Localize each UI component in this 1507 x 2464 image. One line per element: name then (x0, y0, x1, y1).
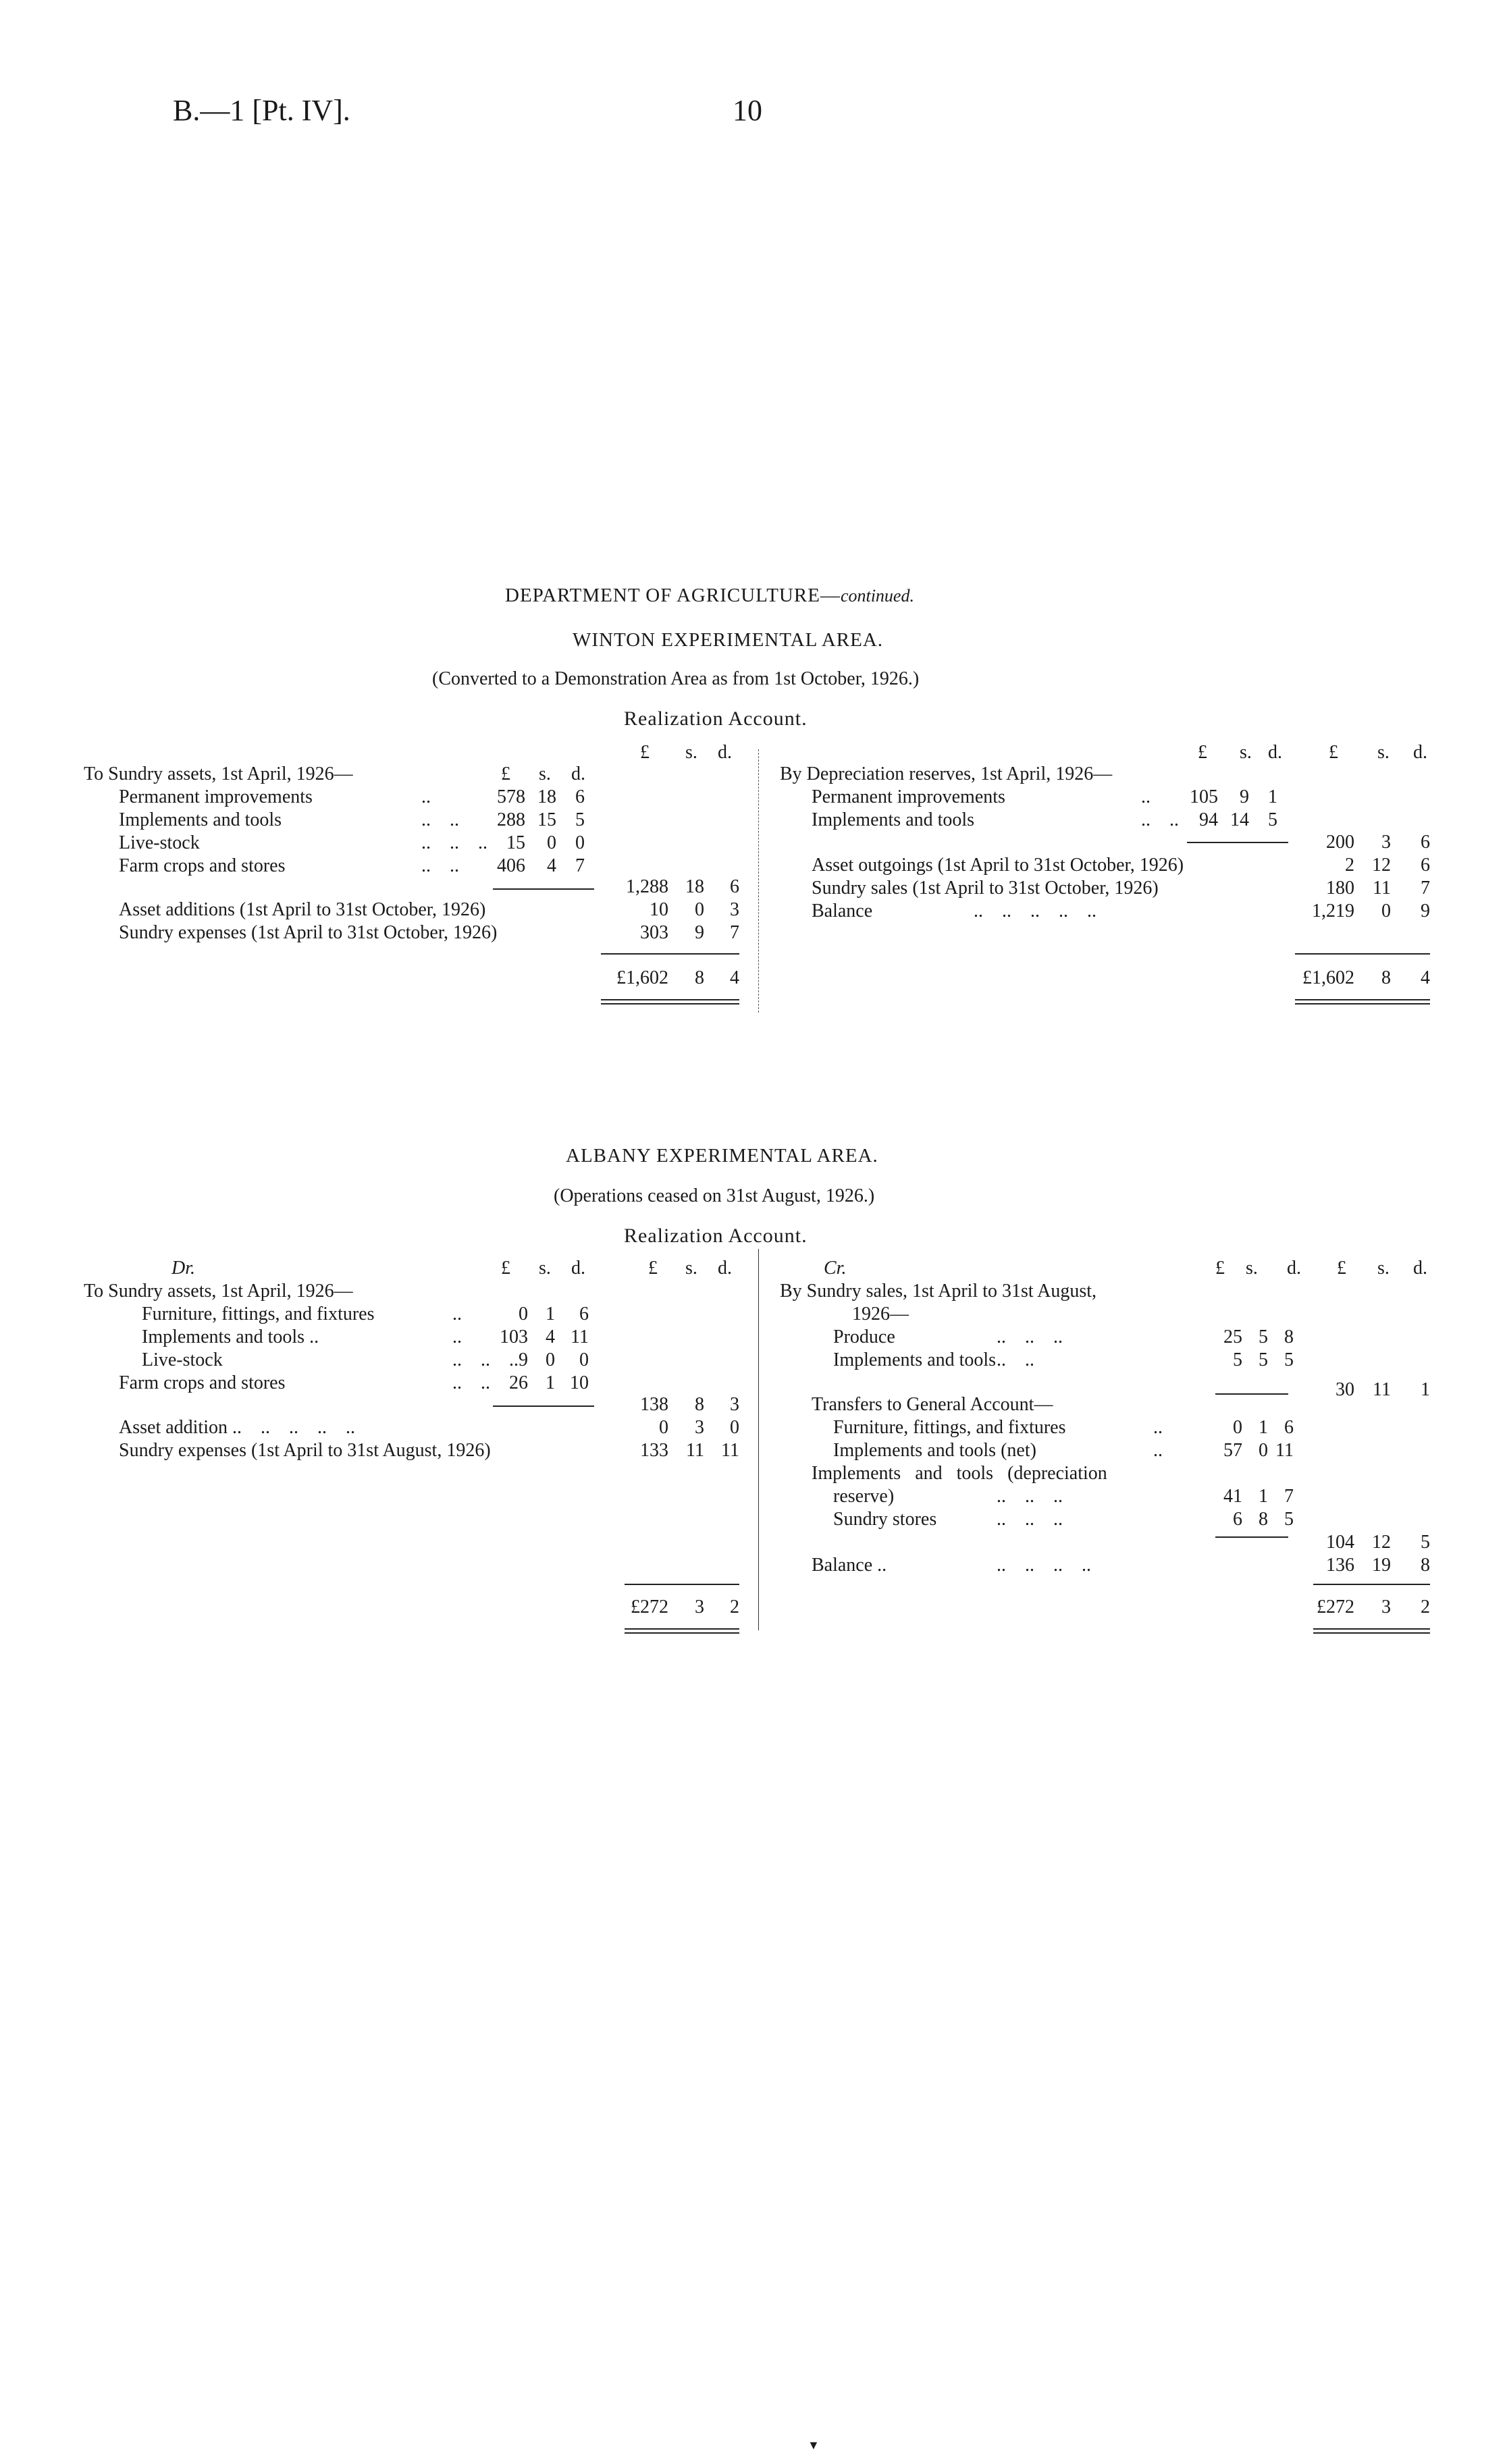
albany-dr-item-dots: .. .. (452, 1372, 490, 1393)
winton-dr-item-shillings: 15 (537, 809, 556, 830)
albany-dr-inner-pound-head: £ (501, 1258, 510, 1279)
page-number: 10 (733, 94, 762, 127)
albany-cr-transfer-pounds: 0 (1233, 1417, 1242, 1438)
winton-dr-total-shillings: 8 (695, 967, 704, 988)
albany-dr-sundry-expenses-pence: 11 (721, 1440, 739, 1461)
albany-cr-transfer-dots: .. (1153, 1417, 1163, 1438)
albany-dr-item-pence: 11 (571, 1327, 589, 1347)
albany-dr-item-label: Furniture, fittings, and fixtures (142, 1304, 375, 1324)
albany-cr-balance-pence: 8 (1421, 1555, 1430, 1576)
winton-dr-item-label: Live-stock (119, 832, 200, 853)
winton-dr-item-dots: .. .. .. (421, 832, 487, 853)
winton-cr-other-shillings: 12 (1372, 855, 1391, 876)
albany-cr-sundry-stores-pence: 5 (1284, 1509, 1294, 1530)
albany-dr-total-pounds: £272 (631, 1597, 668, 1617)
page-reference: B.—1 [Pt. IV]. (173, 94, 350, 127)
albany-cr-sale-shillings: 5 (1259, 1349, 1268, 1370)
winton-subtitle: (Converted to a Demonstration Area as from 1st October, 1926.) (432, 668, 920, 689)
albany-cr-sale-pence: 8 (1284, 1327, 1294, 1347)
albany-cr-sale-pounds: 25 (1223, 1327, 1242, 1347)
albany-cr-inner-s-head: s. (1246, 1258, 1258, 1279)
winton-dr-item-pounds: 406 (497, 855, 525, 876)
winton-dr-subtotal-rule (493, 888, 594, 890)
winton-cr-other-label: Sundry sales (1st April to 31st October, 1926) (812, 878, 1159, 899)
albany-cr-depreciation-shillings: 1 (1259, 1486, 1268, 1507)
albany-dr-outer-d-head: d. (718, 1258, 732, 1279)
albany-cr-transfer-label: Furniture, fittings, and fixtures (833, 1417, 1066, 1438)
winton-dr-inner-s-head: s. (539, 764, 551, 784)
albany-dr-sundry-assets: To Sundry assets, 1st April, 1926— (84, 1281, 353, 1302)
winton-dr-item-pence: 5 (575, 809, 585, 830)
albany-dr-total-double-rule (625, 1628, 739, 1634)
albany-cr-depreciation-line1: Implements and tools (depreciation (812, 1463, 1107, 1484)
albany-dr-item-dots: .. (452, 1304, 462, 1324)
albany-cr-outer-d-head: d. (1413, 1258, 1427, 1279)
albany-cr-transfer-pounds: 57 (1223, 1440, 1242, 1461)
winton-dr-inner-pound-head: £ (501, 764, 510, 784)
albany-dr-outer-pound-head: £ (648, 1258, 658, 1279)
albany-cr-depreciation-line2: reserve) (833, 1486, 895, 1507)
albany-cr-outer-s-head: s. (1377, 1258, 1390, 1279)
albany-dr-item-shillings: 1 (546, 1372, 555, 1393)
albany-cr-balance-shillings: 19 (1372, 1555, 1391, 1576)
winton-cr-total-pounds: £1,602 (1302, 967, 1354, 988)
winton-dr-inner-d-head: d. (571, 764, 585, 784)
winton-dr-outer-s-head: s. (685, 742, 697, 763)
albany-cr-sundry-stores-shillings: 8 (1259, 1509, 1268, 1530)
albany-cr-transfer-shillings: 0 (1259, 1440, 1268, 1461)
albany-cr-depreciation-dots: .. .. .. (997, 1486, 1063, 1507)
winton-dr-total-double-rule (601, 999, 739, 1005)
albany-cr-balance-dots: .. .. .. .. (997, 1555, 1091, 1576)
winton-dr-total-rule (601, 953, 739, 955)
albany-dr-item-pounds: 9 (519, 1349, 528, 1370)
winton-cr-other-label: Balance (812, 901, 873, 921)
albany-dr-item-label: Farm crops and stores (119, 1372, 286, 1393)
winton-cr-other-pence: 7 (1421, 878, 1430, 899)
winton-dr-item-pounds: 288 (497, 809, 525, 830)
albany-column-divider (758, 1249, 759, 1630)
winton-dr-item-pounds: 578 (497, 786, 525, 807)
albany-cr-transfers: Transfers to General Account— (812, 1394, 1053, 1415)
winton-dr-sundry-assets: To Sundry assets, 1st April, 1926— (84, 764, 353, 784)
albany-dr-subtotal-rule (493, 1405, 594, 1407)
winton-dr-item-shillings: 0 (547, 832, 556, 853)
winton-cr-other-pounds: 1,219 (1312, 901, 1354, 921)
albany-cr-sale-label: Produce (833, 1327, 895, 1347)
albany-dr-item-shillings: 1 (546, 1304, 555, 1324)
albany-dr-item-shillings: 0 (546, 1349, 555, 1370)
albany-cr-sales-subtotal-rule (1215, 1393, 1288, 1395)
albany-cr-total-shillings: 3 (1381, 1597, 1391, 1617)
winton-cr-subtotal-pence: 6 (1421, 832, 1430, 853)
winton-cr-item-label: Permanent improvements (812, 786, 1005, 807)
albany-dr-asset-addition: Asset addition .. .. .. .. .. (119, 1417, 355, 1438)
winton-cr-outer-pound-head: £ (1329, 742, 1338, 763)
albany-dr-subtotal-pence: 3 (730, 1394, 739, 1415)
winton-dr-item-shillings: 4 (547, 855, 556, 876)
albany-cr-transfers-subtotal-pence: 5 (1421, 1532, 1430, 1553)
winton-cr-total-pence: 4 (1421, 967, 1430, 988)
albany-cr-sale-pence: 5 (1284, 1349, 1294, 1370)
albany-cr-transfer-pence: 11 (1275, 1440, 1294, 1461)
albany-dr-item-label: Live-stock (142, 1349, 223, 1370)
albany-cr-sale-pounds: 5 (1233, 1349, 1242, 1370)
winton-cr-item-pence: 1 (1268, 786, 1277, 807)
albany-dr-outer-s-head: s. (685, 1258, 697, 1279)
albany-dr-subtotal-pounds: 138 (640, 1394, 668, 1415)
albany-dr-total-pence: 2 (730, 1597, 739, 1617)
albany-cr-sales-subtotal-pounds: 30 (1336, 1379, 1354, 1400)
albany-cr-transfer-dots: .. (1153, 1440, 1163, 1461)
albany-dr-subtotal-shillings: 8 (695, 1394, 704, 1415)
winton-cr-item-pounds: 94 (1199, 809, 1218, 830)
albany-cr-balance: Balance .. (812, 1555, 887, 1576)
winton-dr-item-pence: 6 (575, 786, 585, 807)
winton-dr-subtotal-pounds: 1,288 (626, 876, 668, 897)
winton-dr-sundry-expenses: Sundry expenses (1st April to 31st October, 1926) (119, 922, 498, 943)
albany-cr-transfer-pence: 6 (1284, 1417, 1294, 1438)
winton-dr-total-pounds: £1,602 (616, 967, 668, 988)
albany-dr-sundry-expenses-pounds: 133 (640, 1440, 668, 1461)
albany-dr-asset-addition-shillings: 3 (695, 1417, 704, 1438)
winton-title: WINTON EXPERIMENTAL AREA. (573, 629, 884, 651)
albany-dr-item-pence: 10 (570, 1372, 589, 1393)
winton-cr-inner-d-head: d. (1268, 742, 1282, 763)
albany-cr-total-double-rule (1313, 1628, 1430, 1634)
albany-cr-transfers-subtotal-shillings: 12 (1372, 1532, 1391, 1553)
albany-dr-total-shillings: 3 (695, 1597, 704, 1617)
albany-cr-side-label: Cr. (824, 1258, 847, 1279)
winton-cr-inner-s-head: s. (1240, 742, 1252, 763)
albany-cr-inner-d-head: d. (1287, 1258, 1301, 1279)
winton-cr-item-shillings: 9 (1240, 786, 1249, 807)
albany-dr-item-pounds: 0 (519, 1304, 528, 1324)
winton-cr-item-shillings: 14 (1230, 809, 1249, 830)
department-heading: DEPARTMENT OF AGRICULTURE—continued. (505, 585, 914, 606)
winton-dr-sundry-expenses-pence: 7 (730, 922, 739, 943)
albany-cr-inner-pound-head: £ (1215, 1258, 1225, 1279)
winton-cr-other-pence: 6 (1421, 855, 1430, 876)
winton-dr-item-label: Implements and tools (119, 809, 282, 830)
winton-dr-item-label: Farm crops and stores (119, 855, 286, 876)
winton-dr-item-pence: 0 (575, 832, 585, 853)
winton-cr-subtotal-pounds: 200 (1326, 832, 1354, 853)
albany-dr-item-dots: .. .. .. (452, 1349, 519, 1370)
albany-dr-item-pence: 0 (579, 1349, 589, 1370)
albany-cr-sales-subtotal-shillings: 11 (1373, 1379, 1391, 1400)
albany-dr-inner-s-head: s. (539, 1258, 551, 1279)
winton-dr-outer-pound-head: £ (640, 742, 650, 763)
winton-dr-item-shillings: 18 (537, 786, 556, 807)
albany-cr-transfers-subtotal-rule (1215, 1536, 1288, 1538)
albany-dr-item-pounds: 103 (500, 1327, 528, 1347)
albany-cr-sundry-sales: By Sundry sales, 1st April to 31st August, (780, 1281, 1097, 1302)
albany-cr-depreciation-pounds: 41 (1223, 1486, 1242, 1507)
winton-cr-outer-d-head: d. (1413, 742, 1427, 763)
albany-cr-total-rule (1313, 1584, 1430, 1585)
winton-dr-asset-additions-shillings: 0 (695, 899, 704, 920)
albany-cr-sale-dots: .. .. (997, 1349, 1034, 1370)
winton-cr-item-dots: .. .. (1141, 809, 1179, 830)
winton-dr-total-pence: 4 (730, 967, 739, 988)
albany-account-title: Realization Account. (624, 1225, 808, 1247)
winton-column-divider (758, 749, 759, 1013)
winton-dr-item-label: Permanent improvements (119, 786, 313, 807)
albany-cr-sundry-sales-year: 1926— (852, 1304, 909, 1324)
albany-cr-sundry-stores: Sundry stores (833, 1509, 937, 1530)
winton-account-title: Realization Account. (624, 707, 808, 730)
albany-dr-sundry-expenses: Sundry expenses (1st April to 31st August, 1926) (119, 1440, 491, 1461)
winton-dr-item-dots: .. .. (421, 809, 459, 830)
albany-cr-depreciation-pence: 7 (1284, 1486, 1294, 1507)
winton-cr-other-pounds: 2 (1345, 855, 1354, 876)
albany-cr-sundry-stores-dots: .. .. .. (997, 1509, 1063, 1530)
winton-dr-asset-additions-pence: 3 (730, 899, 739, 920)
albany-cr-transfer-label: Implements and tools (net) (833, 1440, 1036, 1461)
winton-cr-outer-s-head: s. (1377, 742, 1390, 763)
winton-cr-other-shillings: 0 (1381, 901, 1391, 921)
winton-cr-item-label: Implements and tools (812, 809, 975, 830)
winton-dr-asset-additions: Asset additions (1st April to 31st October, 1926) (119, 899, 486, 920)
winton-cr-depreciation-reserves: By Depreciation reserves, 1st April, 1926— (780, 764, 1113, 784)
albany-dr-item-pounds: 26 (509, 1372, 528, 1393)
albany-dr-side-label: Dr. (171, 1258, 196, 1279)
albany-cr-total-pounds: £272 (1317, 1597, 1354, 1617)
winton-cr-other-pounds: 180 (1326, 878, 1354, 899)
albany-dr-sundry-expenses-shillings: 11 (686, 1440, 704, 1461)
winton-cr-total-shillings: 8 (1381, 967, 1391, 988)
albany-cr-sundry-stores-pounds: 6 (1233, 1509, 1242, 1530)
albany-cr-outer-pound-head: £ (1337, 1258, 1346, 1279)
winton-dr-item-pounds: 15 (506, 832, 525, 853)
winton-cr-other-pence: 9 (1421, 901, 1430, 921)
winton-dr-subtotal-shillings: 18 (685, 876, 704, 897)
albany-cr-transfers-subtotal-pounds: 104 (1326, 1532, 1354, 1553)
winton-cr-other-dots: .. .. .. .. .. (974, 901, 1096, 921)
albany-dr-asset-addition-pounds: 0 (659, 1417, 668, 1438)
winton-cr-total-double-rule (1295, 999, 1430, 1005)
albany-dr-item-shillings: 4 (546, 1327, 555, 1347)
albany-cr-sale-label: Implements and tools (833, 1349, 997, 1370)
albany-title: ALBANY EXPERIMENTAL AREA. (566, 1145, 878, 1167)
winton-cr-other-shillings: 11 (1373, 878, 1391, 899)
winton-cr-subtotal-shillings: 3 (1381, 832, 1391, 853)
winton-cr-other-label: Asset outgoings (1st April to 31st October, 1926) (812, 855, 1184, 876)
albany-cr-transfer-shillings: 1 (1259, 1417, 1268, 1438)
winton-dr-asset-additions-pounds: 10 (650, 899, 668, 920)
albany-cr-sale-dots: .. .. .. (997, 1327, 1063, 1347)
albany-cr-sales-subtotal-pence: 1 (1421, 1379, 1430, 1400)
winton-cr-item-pence: 5 (1268, 809, 1277, 830)
winton-cr-item-dots: .. (1141, 786, 1151, 807)
winton-cr-inner-pound-head: £ (1198, 742, 1207, 763)
winton-dr-item-dots: .. .. (421, 855, 459, 876)
albany-cr-sale-shillings: 5 (1259, 1327, 1268, 1347)
winton-dr-item-pence: 7 (575, 855, 585, 876)
albany-dr-item-pence: 6 (579, 1304, 589, 1324)
albany-cr-balance-pounds: 136 (1326, 1555, 1354, 1576)
page-mark: ▼ (808, 2438, 820, 2452)
winton-dr-outer-d-head: d. (718, 742, 732, 763)
winton-dr-item-dots: .. (421, 786, 431, 807)
winton-cr-item-pounds: 105 (1190, 786, 1218, 807)
albany-cr-total-pence: 2 (1421, 1597, 1430, 1617)
winton-cr-subtotal-rule (1187, 842, 1288, 843)
winton-dr-subtotal-pence: 6 (730, 876, 739, 897)
albany-subtitle: (Operations ceased on 31st August, 1926.) (554, 1185, 875, 1206)
winton-cr-total-rule (1295, 953, 1430, 955)
albany-dr-item-label: Implements and tools .. (142, 1327, 319, 1347)
albany-dr-item-dots: .. (452, 1327, 462, 1347)
albany-dr-asset-addition-pence: 0 (730, 1417, 739, 1438)
winton-dr-sundry-expenses-pounds: 303 (640, 922, 668, 943)
albany-dr-inner-d-head: d. (571, 1258, 585, 1279)
albany-dr-total-rule (625, 1584, 739, 1585)
winton-dr-sundry-expenses-shillings: 9 (695, 922, 704, 943)
